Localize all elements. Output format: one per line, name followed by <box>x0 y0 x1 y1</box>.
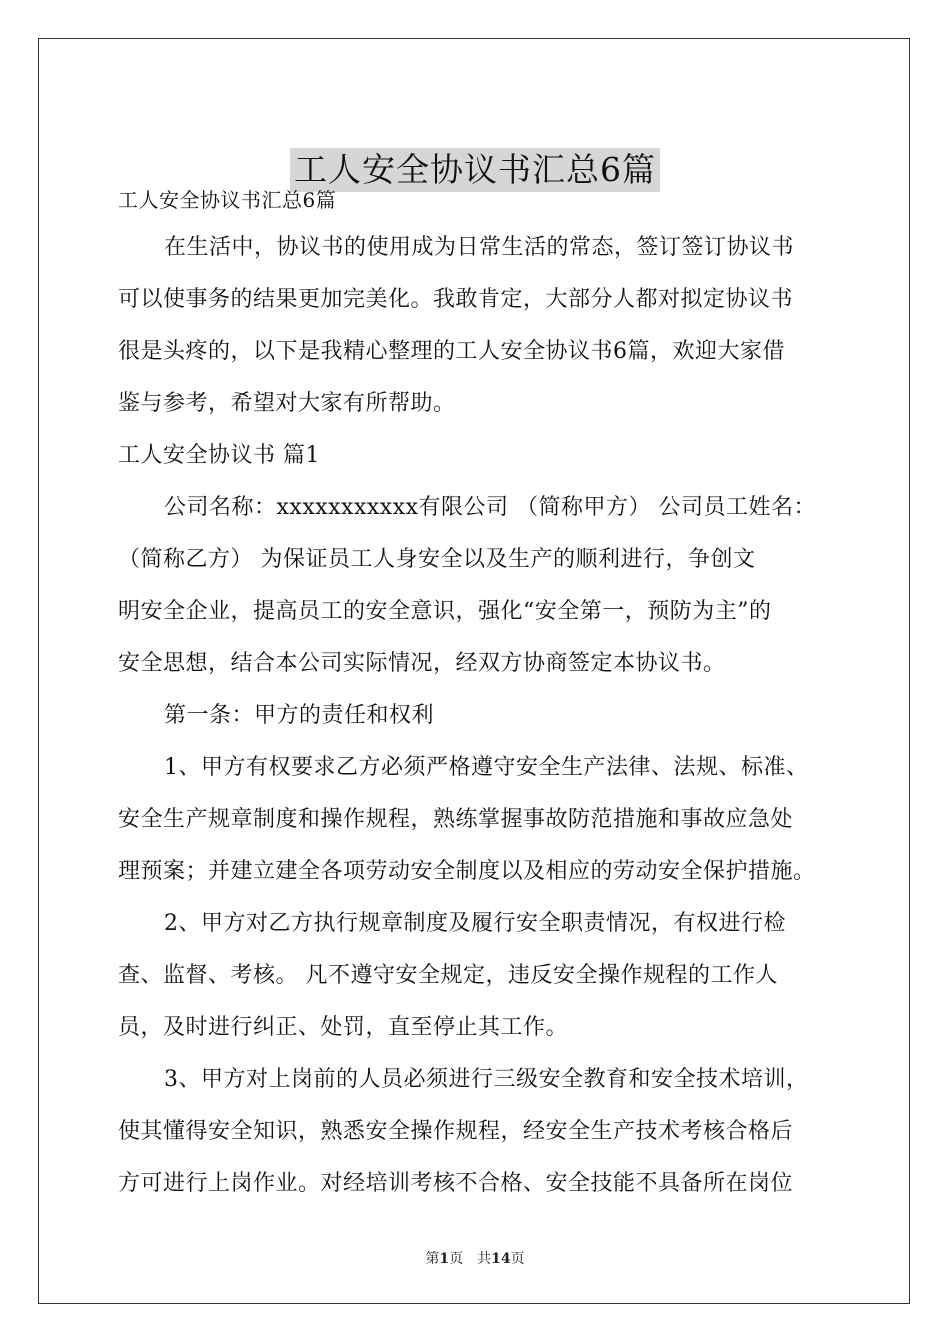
text-line: （简称乙方） 为保证员工人身安全以及生产的顺利进行，争创文 <box>118 547 756 572</box>
text-line: 很是头疼的，以下是我精心整理的工人安全协议书6篇，欢迎大家借 <box>118 339 785 364</box>
text-line: 2、甲方对乙方执行规章制度及履行安全职责情况，有权进行检 <box>164 911 786 936</box>
text-line: 明安全企业，提高员工的安全意识，强化“安全第一，预防为主”的 <box>118 599 772 624</box>
page-number: 1 <box>439 1251 450 1267</box>
text-line: 工人安全协议书 篇1 <box>118 443 320 468</box>
text-line: 1、甲方有权要求乙方必须严格遵守安全生产法律、法规、标准、 <box>164 755 809 780</box>
text-line: 安全思想，结合本公司实际情况，经双方协商签定本协议书。 <box>118 651 726 676</box>
text-line: 方可进行上岗作业。对经培训考核不合格、安全技能不具备所在岗位 <box>118 1171 794 1196</box>
text-line: 第一条：甲方的责任和权利 <box>164 703 435 728</box>
document-body <box>118 180 838 1210</box>
text-line: 理预案；并建立建全各项劳动安全制度以及相应的劳动安全保护措施。 <box>118 859 816 884</box>
document-subtitle: 工人安全协议书汇总6篇 <box>118 188 337 212</box>
total-prefix: 共 <box>477 1251 492 1267</box>
total-suffix: 页 <box>510 1251 525 1267</box>
text-line: 鉴与参考，希望对大家有所帮助。 <box>118 391 456 416</box>
text-line: 查、监督、考核。 凡不遵守安全规定，违反安全操作规程的工作人 <box>118 963 778 988</box>
text-line: 3、甲方对上岗前的人员必须进行三级安全教育和安全技术培训， <box>164 1067 809 1092</box>
document-title: 工人安全协议书汇总6篇 <box>290 148 660 192</box>
text-line: 使其懂得安全知识，熟悉安全操作规程，经安全生产技术考核合格后 <box>118 1119 794 1144</box>
text-line: 安全生产规章制度和操作规程，熟练掌握事故防范措施和事故应急处 <box>118 807 794 832</box>
text-line: 可以使事务的结果更加完美化。我敢肯定，大部分人都对拟定协议书 <box>118 287 794 312</box>
text-line: 公司名称：xxxxxxxxxxx有限公司 （简称甲方） 公司员工姓名： <box>164 495 816 520</box>
text-line: 在生活中，协议书的使用成为日常生活的常态，签订签订协议书 <box>164 235 795 260</box>
text-line: 员，及时进行纠正、处罚，直至停止其工作。 <box>118 1015 569 1040</box>
body-text <box>118 222 838 1210</box>
page-suffix: 页 <box>449 1251 464 1267</box>
total-pages: 14 <box>491 1251 511 1267</box>
page-footer <box>0 1248 950 1268</box>
page-prefix: 第 <box>425 1251 440 1267</box>
